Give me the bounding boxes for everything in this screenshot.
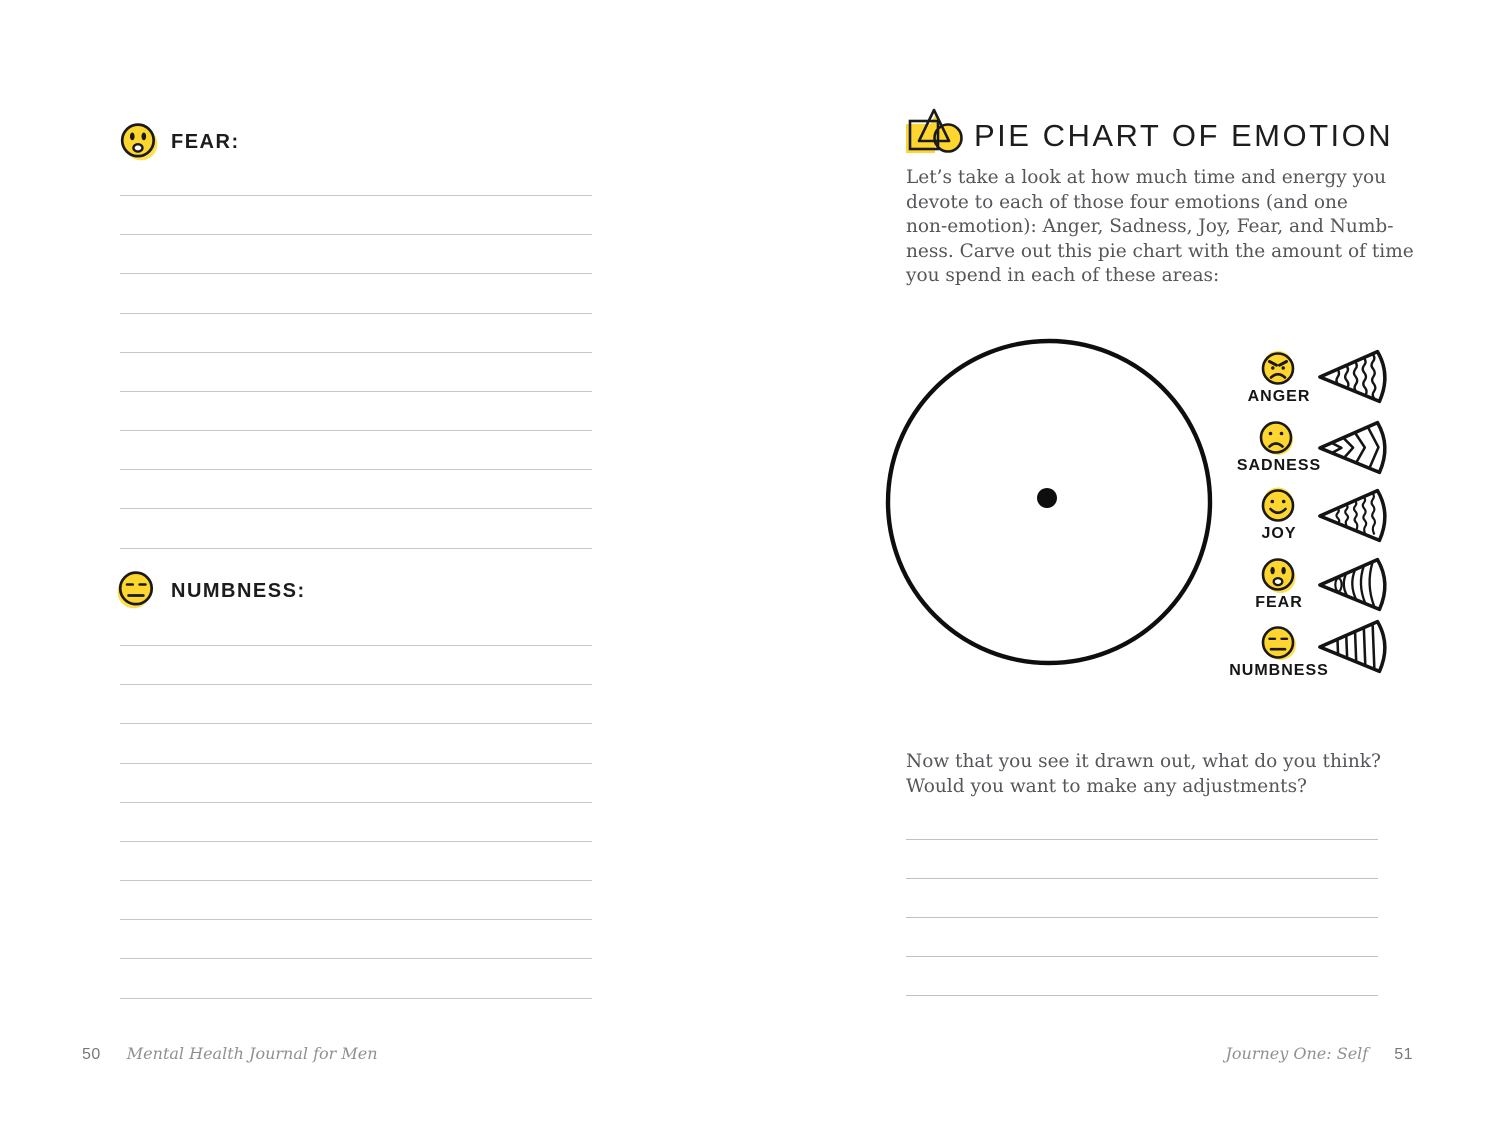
legend-label-sadness: SADNESS: [1236, 457, 1322, 474]
intro-line: non-emotion): Anger, Sadness, Joy, Fear, and Numb-: [906, 216, 1394, 238]
joy-wedge-icon: [1316, 483, 1398, 547]
writing-line: [120, 724, 592, 763]
answer-writing-lines: [906, 801, 1378, 996]
fear-writing-lines: [120, 157, 592, 549]
writing-line: [906, 918, 1378, 957]
writing-line: [120, 314, 592, 353]
writing-line: [120, 920, 592, 959]
left-footer: [82, 1044, 378, 1064]
numbness-writing-lines: [120, 607, 592, 999]
numbness-wedge-icon: [1316, 614, 1398, 678]
right-footer: [1225, 1044, 1413, 1064]
writing-line: [120, 196, 592, 235]
left-page-number: 50: [82, 1046, 101, 1063]
intro-line: you spend in each of these areas:: [906, 265, 1220, 287]
legend-label-numbness: NUMBNESS: [1229, 662, 1329, 679]
anger-wedge-icon: [1316, 344, 1398, 408]
writing-line: [120, 235, 592, 274]
writing-line: [120, 881, 592, 920]
right-page-number: 51: [1394, 1046, 1413, 1063]
numbness-section-label: NUMBNESS:: [171, 580, 306, 602]
sad-face-icon: [1257, 419, 1297, 459]
writing-line: [120, 803, 592, 842]
shapes-icon: [903, 107, 967, 163]
right-page: [750, 0, 1500, 1125]
numbness-emoji-icon: [116, 569, 158, 611]
legend-row-anger: [1215, 350, 1405, 412]
writing-line: [120, 470, 592, 509]
writing-line: [120, 607, 592, 646]
legend-label-anger: ANGER: [1247, 388, 1311, 405]
writing-line: [120, 764, 592, 803]
writing-line: [906, 879, 1378, 918]
writing-line: [120, 431, 592, 470]
legend-row-sadness: [1215, 419, 1405, 481]
angry-face-icon: [1259, 350, 1299, 390]
writing-line: [120, 157, 592, 196]
legend-row-numbness: [1215, 624, 1405, 686]
sadness-wedge-icon: [1316, 415, 1398, 479]
writing-line: [120, 509, 592, 548]
question-paragraph: [906, 749, 1381, 799]
fear-section-label: FEAR:: [171, 131, 240, 153]
writing-line: [120, 646, 592, 685]
intro-line: ness. Carve out this pie chart with the amount of time: [906, 240, 1414, 262]
legend-label-fear: FEAR: [1255, 594, 1303, 611]
page-title: PIE CHART OF EMOTION: [974, 118, 1394, 153]
legend-row-fear: [1215, 556, 1405, 618]
fearful-face-icon: [1259, 556, 1299, 596]
book-title: Mental Health Journal for Men: [126, 1044, 378, 1063]
writing-line: [120, 353, 592, 392]
writing-line: [906, 801, 1378, 840]
pie-chart-circle: [881, 334, 1217, 670]
writing-line: [906, 840, 1378, 879]
fear-wedge-icon: [1316, 552, 1398, 616]
writing-line: [120, 274, 592, 313]
intro-line: Let’s take a look at how much time and energy you: [906, 167, 1387, 188]
intro-line: devote to each of those four emotions (and one: [906, 191, 1348, 213]
question-line: Now that you see it drawn out, what do you think?: [906, 751, 1381, 772]
legend-label-joy: JOY: [1261, 525, 1297, 542]
writing-line: [120, 959, 592, 998]
section-title: Journey One: Self: [1225, 1044, 1369, 1063]
question-line: Would you want to make any adjustments?: [906, 776, 1307, 797]
writing-line: [120, 392, 592, 431]
legend-row-joy: [1215, 487, 1405, 549]
smiley-face-icon: [1259, 487, 1299, 527]
intro-paragraph: [906, 166, 1414, 289]
neutral-face-icon: [1259, 624, 1299, 664]
writing-line: [120, 842, 592, 881]
writing-line: [120, 685, 592, 724]
writing-line: [906, 957, 1378, 996]
